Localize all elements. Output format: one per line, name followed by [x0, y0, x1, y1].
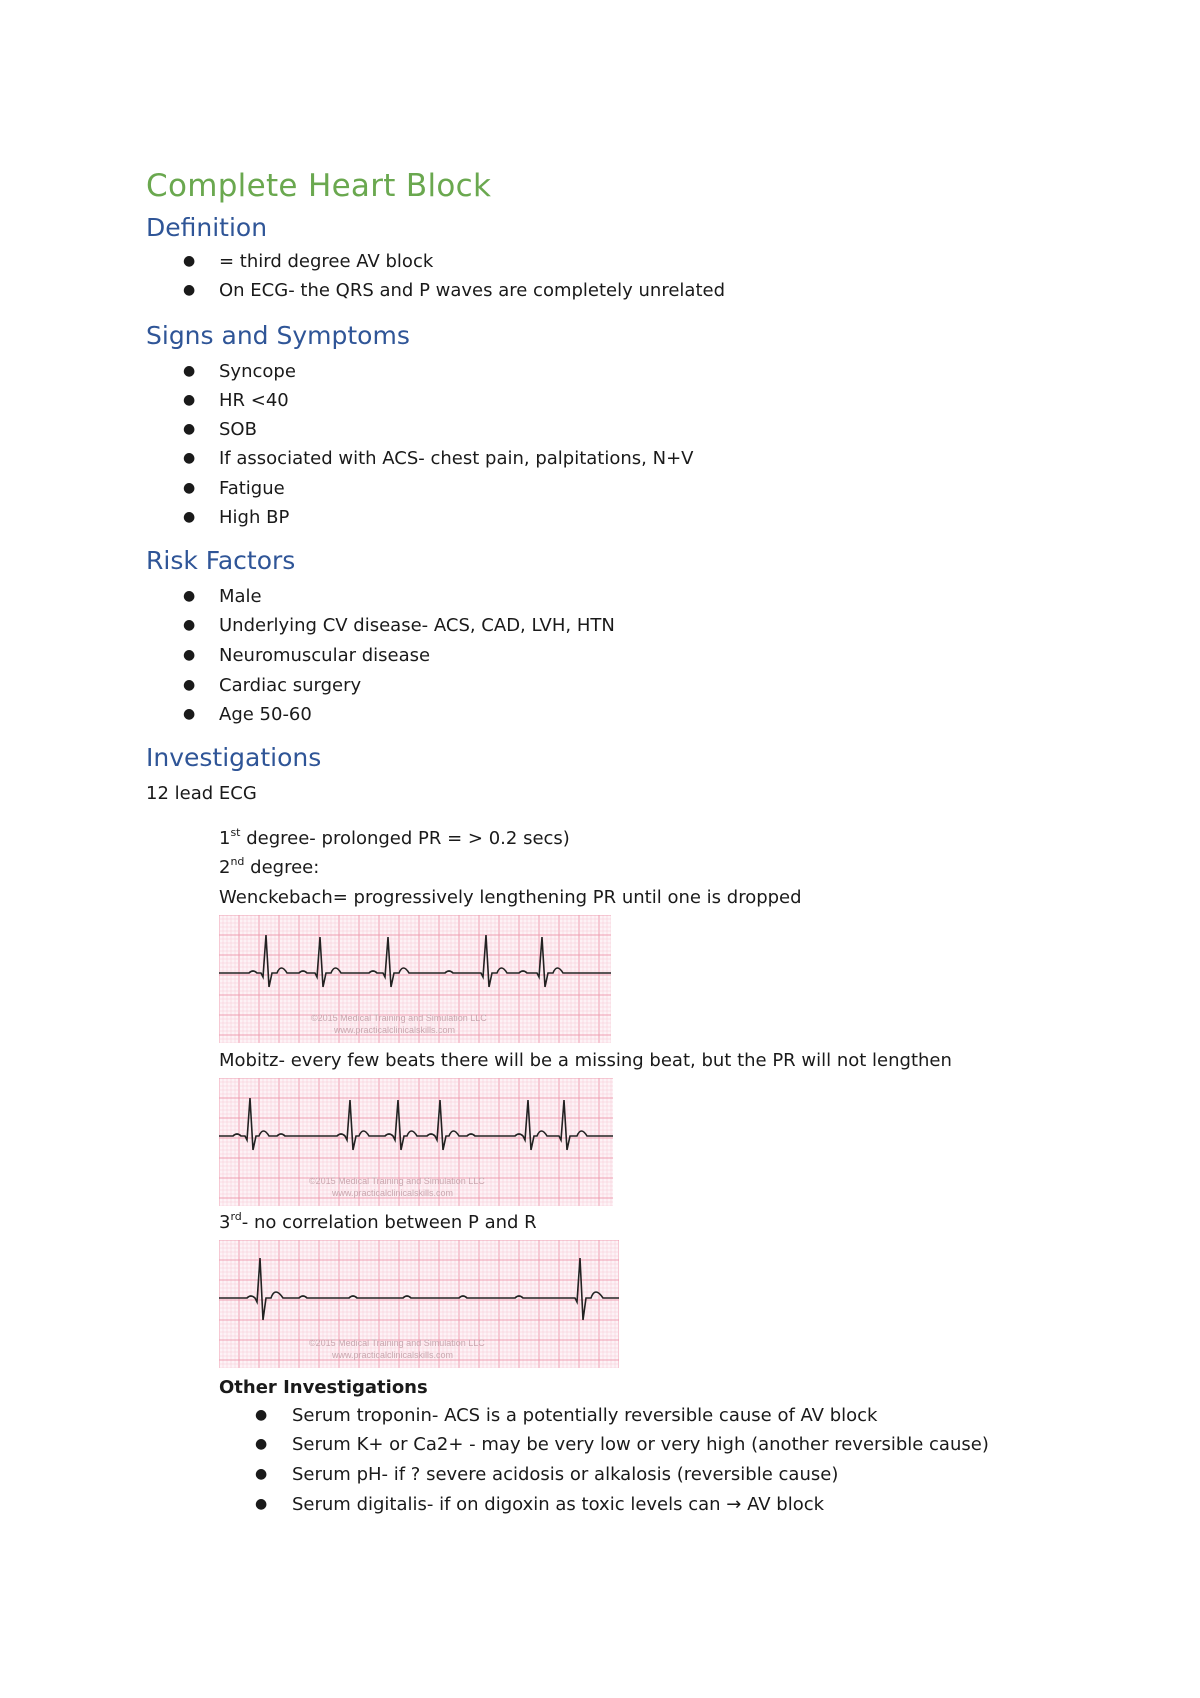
bullet-icon: ●: [183, 617, 196, 633]
list-item: Serum K+ or Ca2+ - may be very low or very high (another reversible cause): [292, 1434, 989, 1455]
mobitz-text: Mobitz- every few beats there will be a missing beat, but the PR will not lengthen: [219, 1050, 952, 1071]
ecg-grid: [219, 915, 611, 1043]
list-item: = third degree AV block: [219, 251, 434, 272]
list-item: Male: [219, 586, 262, 607]
ecg-strip-third-degree: [219, 1240, 619, 1368]
investigations-heading: Investigations: [146, 743, 322, 772]
bullet-icon: ●: [183, 480, 196, 496]
first-degree-ordinal: 1: [219, 828, 231, 849]
list-item: Underlying CV disease- ACS, CAD, LVH, HTN: [219, 615, 615, 636]
list-item: Serum digitalis- if on digoxin as toxic levels can → AV block: [292, 1494, 825, 1515]
bullet-icon: ●: [183, 392, 196, 408]
bullet-icon: ●: [183, 677, 196, 693]
bullet-icon: ●: [183, 253, 196, 269]
ecg-strip-wenckebach: [219, 915, 611, 1043]
ecg-grid: [219, 1240, 619, 1368]
bullet-icon: ●: [183, 450, 196, 466]
ecg-grid: [219, 1078, 613, 1206]
third-degree-suffix: rd: [230, 1210, 242, 1223]
strip-watermark: ©2015 Medical Training and Simulation LLC: [309, 1176, 485, 1186]
list-item: Age 50-60: [219, 704, 312, 725]
bullet-icon: ●: [255, 1436, 268, 1452]
second-degree-ordinal: 2: [219, 857, 231, 878]
list-item: High BP: [219, 507, 290, 528]
first-degree-suffix: st: [230, 826, 241, 839]
second-degree-line: [219, 857, 319, 878]
definition-heading: Definition: [146, 213, 268, 242]
strip-watermark: ©2015 Medical Training and Simulation LLC: [311, 1013, 487, 1023]
list-item: On ECG- the QRS and P waves are completely unrelated: [219, 280, 725, 301]
bullet-icon: ●: [183, 647, 196, 663]
list-item: Neuromuscular disease: [219, 645, 431, 666]
bullet-icon: ●: [255, 1496, 268, 1512]
list-item: Serum troponin- ACS is a potentially reversible cause of AV block: [292, 1405, 878, 1426]
strip-watermark: ©2015 Medical Training and Simulation LLC: [309, 1338, 485, 1348]
wenckebach-text: Wenckebach= progressively lengthening PR until one is dropped: [219, 887, 802, 908]
bullet-icon: ●: [183, 282, 196, 298]
third-degree-line: [219, 1212, 537, 1233]
list-item: Syncope: [219, 361, 296, 382]
page-title: Complete Heart Block: [146, 168, 492, 204]
list-item: Cardiac surgery: [219, 675, 362, 696]
first-degree-line: [219, 828, 570, 849]
ecg-label: 12 lead ECG: [146, 783, 257, 804]
strip-watermark: www.practicalclinicalskills.com: [334, 1025, 456, 1035]
bullet-icon: ●: [183, 363, 196, 379]
list-item: If associated with ACS- chest pain, palpitations, N+V: [219, 448, 694, 469]
bullet-icon: ●: [183, 421, 196, 437]
bullet-icon: ●: [183, 509, 196, 525]
risk-heading: Risk Factors: [146, 546, 296, 575]
third-degree-text: - no correlation between P and R: [241, 1212, 537, 1233]
list-item: Fatigue: [219, 478, 285, 499]
third-degree-ordinal: 3: [219, 1212, 231, 1233]
bullet-icon: ●: [183, 706, 196, 722]
list-item: Serum pH- if ? severe acidosis or alkalosis (reversible cause): [292, 1464, 839, 1485]
second-degree-text: degree:: [244, 857, 320, 878]
other-investigations-heading: Other Investigations: [219, 1377, 428, 1398]
bullet-icon: ●: [255, 1407, 268, 1423]
strip-watermark: www.practicalclinicalskills.com: [332, 1350, 454, 1360]
strip-watermark: www.practicalclinicalskills.com: [332, 1188, 454, 1198]
list-item: SOB: [219, 419, 257, 440]
second-degree-suffix: nd: [230, 855, 245, 868]
list-item: HR <40: [219, 390, 289, 411]
bullet-icon: ●: [255, 1466, 268, 1482]
bullet-icon: ●: [183, 588, 196, 604]
signs-heading: Signs and Symptoms: [146, 321, 410, 350]
ecg-strip-mobitz: [219, 1078, 613, 1206]
first-degree-text: degree- prolonged PR = > 0.2 secs): [240, 828, 570, 849]
